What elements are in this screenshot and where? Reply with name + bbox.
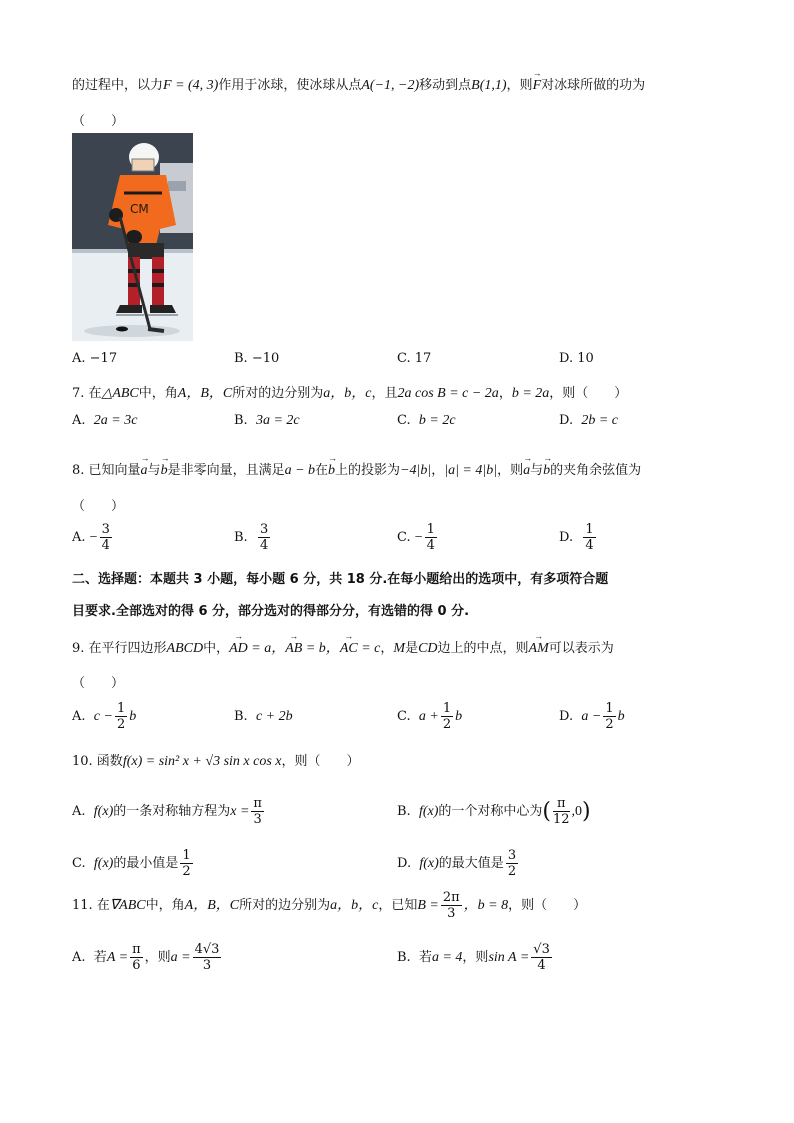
q7-option-b[interactable]: B. 3a = 2c [234, 413, 300, 428]
q10-option-a[interactable]: A. f(x)的一条对称轴方程为x = $\frac{\pi}{3}$ [72, 796, 262, 827]
q11-stem: 11. 在∇ABC中，角A，B，C所对的边分别为a，b，c，已知B = $\frac{2\pi}{3}$ ，b = 8，则（ ） [72, 890, 587, 921]
force-expression: F = (4, 3) [163, 78, 219, 93]
q9-option-d[interactable]: D. a − $\frac{1}{2}$ b [559, 701, 625, 732]
q8-option-d[interactable]: D. $\frac{1}{4}$ [559, 522, 594, 553]
q6-paren: （ ） [72, 114, 125, 129]
vector-f: → F [533, 78, 542, 94]
q6-stem: 的过程中，以力F = (4, 3)作用于冰球，使冰球从点A(−1, −2)移动到点B(1,1)，则→ F对冰球所做的功为 [72, 74, 645, 94]
section-2-header-line2: 目要求.全部选对的得 6 分，部分选对的得部分分，有选错的得 0 分. [72, 604, 470, 619]
q10-option-d[interactable]: D. f(x)的最大值是 $\frac{3}{2}$ [397, 848, 517, 879]
q6-option-a[interactable]: A. −17 [72, 351, 118, 366]
q11-option-a[interactable]: A. 若A = $\frac{\pi}{6}$ ，则a = $\frac{4√3}{3}$ [72, 942, 220, 973]
q7-option-a[interactable]: A. 2a = 3c [72, 413, 138, 428]
q8-stem: 8. 已知向量→ a与→ b是非零向量，且满足a − b在→ b上的投影为−4|b|，|a| = 4|b|，则→ a与→ b的夹角余弦值为 [72, 459, 641, 479]
q9-option-b[interactable]: B. c + 2b [234, 709, 293, 724]
q9-paren: （ ） [72, 676, 125, 691]
svg-text:CM: CM [130, 202, 149, 216]
q7-option-c[interactable]: C. b = 2c [397, 413, 456, 428]
q11-option-b[interactable]: B. 若a = 4，则sin A = $\frac{√3}{4}$ [397, 942, 550, 973]
q6-option-c[interactable]: C. 17 [397, 351, 432, 366]
q8-option-b[interactable]: B. $\frac{3}{4}$ [234, 522, 269, 553]
point-a: A(−1, −2) [361, 78, 420, 93]
q9-option-a[interactable]: A. c − $\frac{1}{2}$ b [72, 701, 137, 732]
point-b: B(1,1) [471, 78, 507, 93]
section-2-header-line1: 二、选择题：本题共 3 小题，每小题 6 分，共 18 分.在每小题给出的选项中，有多项符合题 [72, 572, 609, 587]
q6-option-d[interactable]: D. 10 [559, 351, 594, 366]
q7-stem: 7. 在△ABC中，角A，B，C所对的边分别为a，b，c，且2a cos B = c − 2a，b = 2a，则（ ） [72, 386, 628, 401]
q7-option-d[interactable]: D. 2b = c [559, 413, 619, 428]
q9-stem: 9. 在平行四边形ABCD中，→ AD = a，→ AB = b，→ AC = c，M是CD边上的中点，则→ AM可以表示为 [72, 637, 614, 657]
q8-option-a[interactable]: A. − $\frac{3}{4}$ [72, 522, 110, 553]
q9-option-c[interactable]: C. a + $\frac{1}{2}$ b [397, 701, 463, 732]
hockey-illustration [72, 133, 193, 341]
q10-option-b[interactable]: B. f(x)的一个对称中心为( $\frac{\pi}{12}$ ,0) [397, 796, 591, 827]
hockey-player-photo [72, 133, 193, 341]
q10-option-c[interactable]: C. f(x)的最小值是 $\frac{1}{2}$ [72, 848, 191, 879]
q8-paren: （ ） [72, 499, 125, 514]
q8-option-c[interactable]: C. − $\frac{1}{4}$ [397, 522, 435, 553]
q10-stem: 10. 函数f(x) = sin² x + √3 sin x cos x，则（ ） [72, 754, 360, 769]
q6-option-b[interactable]: B. −10 [234, 351, 280, 366]
